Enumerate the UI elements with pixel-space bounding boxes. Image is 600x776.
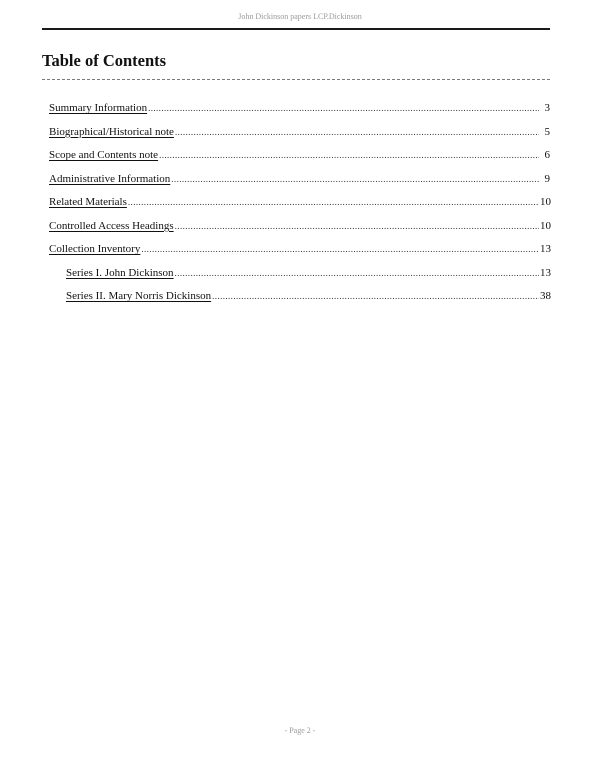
toc-page-number: 13: [540, 243, 551, 255]
dot-leader: [159, 147, 539, 164]
toc-link[interactable]: Scope and Contents note: [49, 149, 159, 161]
toc-link[interactable]: Administrative Information: [49, 172, 171, 185]
dot-leader: [175, 265, 539, 282]
toc-link[interactable]: Collection Inventory: [49, 243, 141, 255]
toc-link[interactable]: Biographical/Historical note: [49, 125, 174, 138]
toc-link[interactable]: Series I. John Dickinson: [66, 266, 174, 279]
dot-leader: [175, 218, 539, 235]
toc-page-number: 5: [544, 125, 550, 138]
toc-entry-series-ii: [49, 288, 550, 312]
dot-leader: [171, 171, 539, 188]
running-header: John Dickinson papers LCP.Dickinson: [238, 12, 362, 21]
page-footer: - Page 2 -: [284, 726, 316, 735]
toc-entry-summary-information: [49, 100, 550, 124]
toc-link[interactable]: Controlled Access Headings: [49, 219, 174, 232]
toc-page-number: 6: [544, 149, 550, 161]
toc-entry-collection-inventory: [49, 241, 550, 265]
toc-entry-controlled-access-headings: [49, 218, 550, 242]
dot-leader: [212, 288, 539, 305]
toc-page-number: 10: [540, 196, 551, 208]
dot-leader: [141, 241, 539, 258]
toc-entry-scope-and-contents: [49, 147, 550, 171]
toc-entry-biographical-note: [49, 124, 550, 148]
dot-leader: [175, 124, 539, 141]
dot-leader: [128, 194, 539, 211]
dot-leader: [148, 100, 539, 117]
toc-page-number: 38: [540, 290, 551, 302]
toc-link[interactable]: Summary Information: [49, 102, 148, 114]
toc-page-number: 13: [540, 266, 551, 279]
toc-link[interactable]: Series II. Mary Norris Dickinson: [66, 290, 212, 302]
toc-page-number: 3: [544, 102, 550, 114]
page-title: Table of Contents: [42, 51, 167, 70]
toc-list: [49, 100, 550, 312]
toc-entry-related-materials: [49, 194, 550, 218]
toc-entry-series-i: [49, 265, 550, 289]
header-rule: [42, 28, 550, 30]
title-divider: [42, 79, 550, 80]
toc-page-number: 10: [540, 219, 551, 232]
toc-link[interactable]: Related Materials: [49, 196, 127, 208]
toc-entry-administrative-information: [49, 171, 550, 195]
toc-page-number: 9: [544, 172, 550, 185]
